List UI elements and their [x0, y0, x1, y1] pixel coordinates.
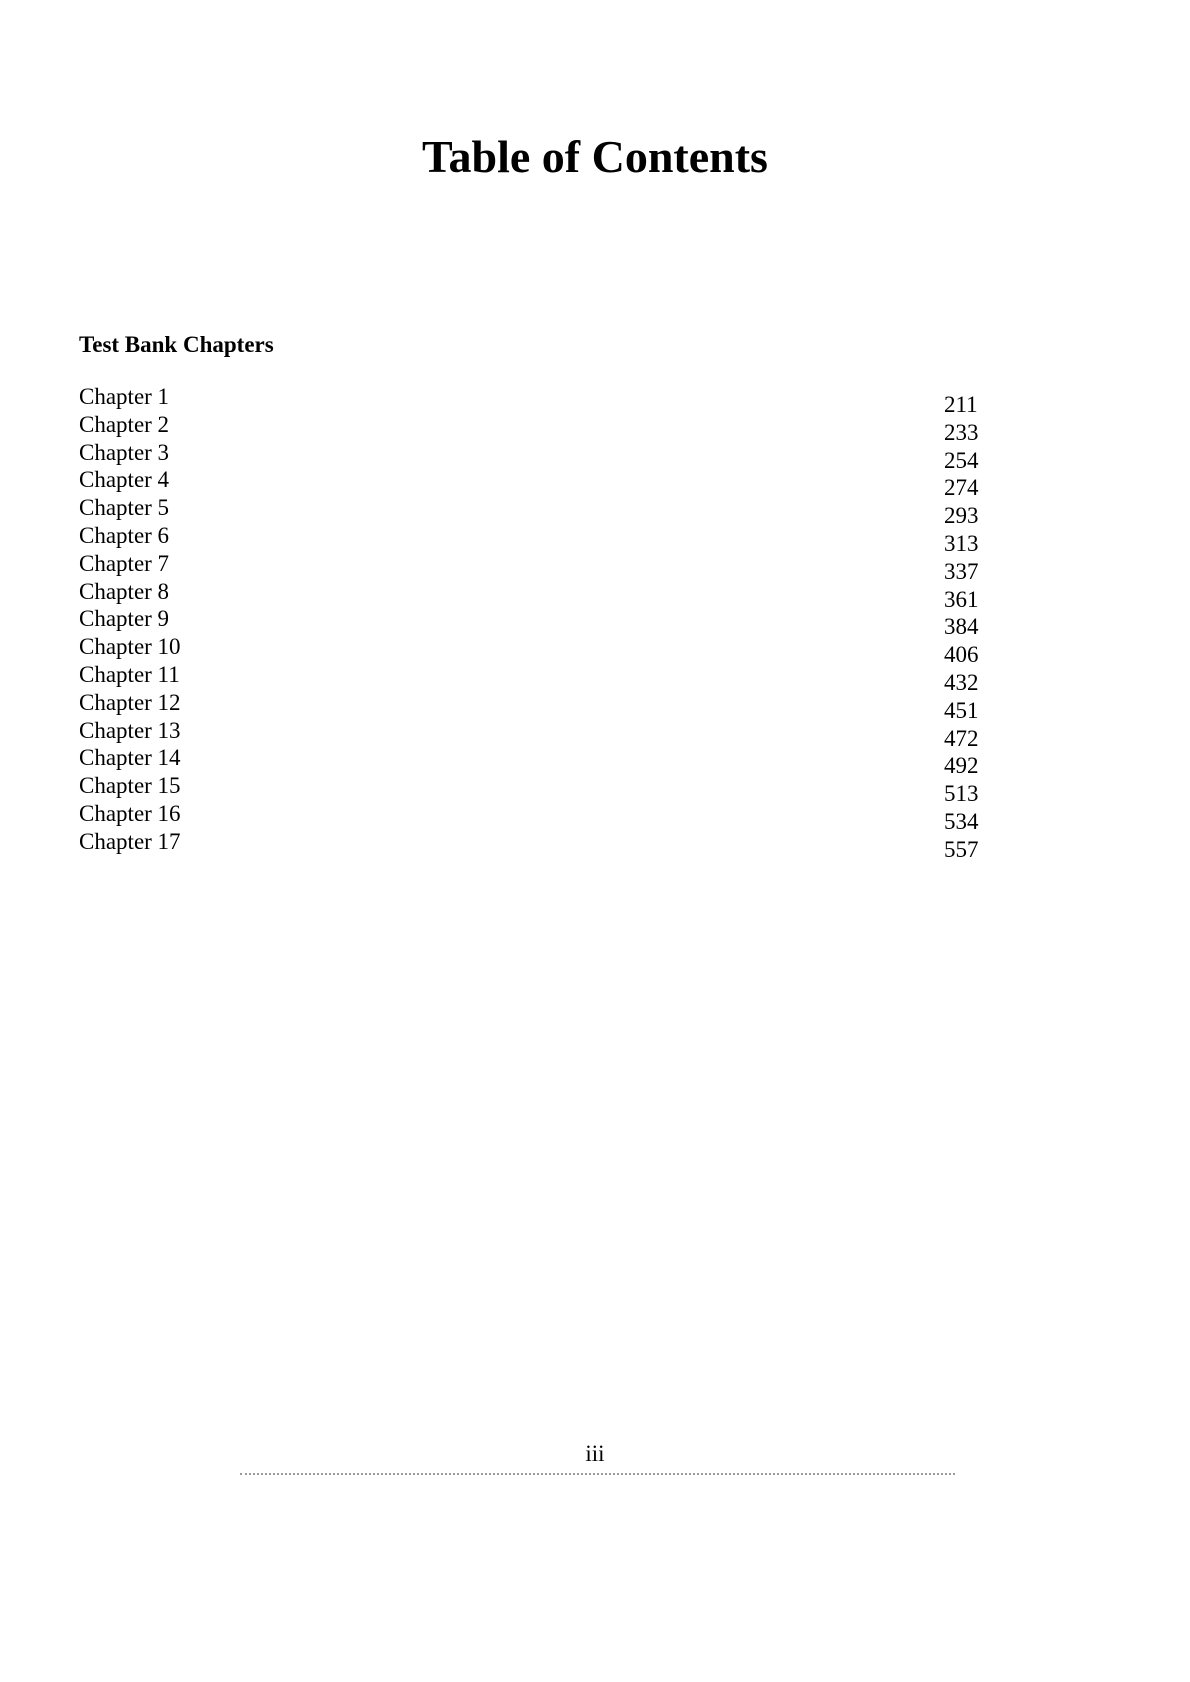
toc-entry	[79, 744, 979, 779]
chapter-label: Chapter 6	[79, 522, 170, 548]
chapter-label: Chapter 14	[79, 745, 181, 771]
chapter-page-number: 451	[944, 697, 979, 723]
chapter-label: Chapter 15	[79, 773, 181, 799]
chapter-label: Chapter 12	[79, 689, 181, 715]
toc-entry	[79, 578, 979, 612]
chapter-label: Chapter 10	[79, 634, 181, 660]
chapter-label: Chapter 11	[79, 661, 180, 687]
toc-entry	[79, 633, 979, 668]
chapter-label: Chapter 16	[79, 800, 181, 826]
chapter-label: Chapter 3	[79, 439, 170, 465]
chapter-label: Chapter 7	[79, 550, 170, 576]
chapter-label: Chapter 4	[79, 467, 170, 493]
section-heading: Test Bank Chapters	[79, 332, 274, 357]
chapter-label: Chapter 13	[79, 717, 181, 743]
chapter-page-number: 254	[944, 447, 979, 473]
footer-page-number: iii	[585, 1441, 605, 1466]
toc-entry	[79, 439, 979, 473]
chapter-page-number: 513	[944, 781, 979, 807]
toc-entry	[79, 605, 979, 640]
chapter-page-number: 534	[944, 808, 979, 834]
toc-entry	[79, 494, 979, 529]
chapter-page-number: 384	[944, 614, 979, 640]
chapter-page-number: 337	[944, 558, 979, 584]
chapter-page-number: 432	[944, 669, 979, 695]
page-title: Table of Contents	[422, 130, 768, 182]
toc-entry	[79, 383, 979, 417]
chapter-label: Chapter 2	[79, 411, 170, 437]
chapter-page-number: 492	[944, 753, 979, 779]
toc-entry	[79, 522, 979, 556]
chapter-page-number: 313	[944, 530, 979, 556]
toc-entry	[79, 717, 979, 751]
chapter-page-number: 557	[944, 836, 979, 862]
toc-entry	[79, 411, 979, 445]
toc-list	[79, 383, 979, 862]
chapter-label: Chapter 8	[79, 578, 170, 604]
chapter-page-number: 361	[944, 586, 979, 612]
toc-entry	[79, 550, 979, 584]
toc-entry	[79, 772, 979, 807]
chapter-label: Chapter 9	[79, 606, 170, 632]
chapter-page-number: 293	[944, 503, 979, 529]
chapter-page-number: 233	[944, 419, 979, 445]
chapter-page-number: 406	[944, 642, 979, 668]
toc-entry	[79, 689, 979, 723]
toc-entry	[79, 466, 979, 501]
chapter-label: Chapter 17	[79, 828, 181, 854]
chapter-page-number: 211	[944, 392, 978, 417]
chapter-page-number: 472	[944, 725, 979, 751]
toc-entry	[79, 828, 979, 862]
chapter-label: Chapter 1	[79, 384, 170, 409]
toc-entry	[79, 800, 979, 834]
chapter-page-number: 274	[944, 475, 979, 501]
footer-copyright-line	[240, 1473, 955, 1475]
toc-entry	[79, 661, 979, 695]
chapter-label: Chapter 5	[79, 495, 170, 521]
